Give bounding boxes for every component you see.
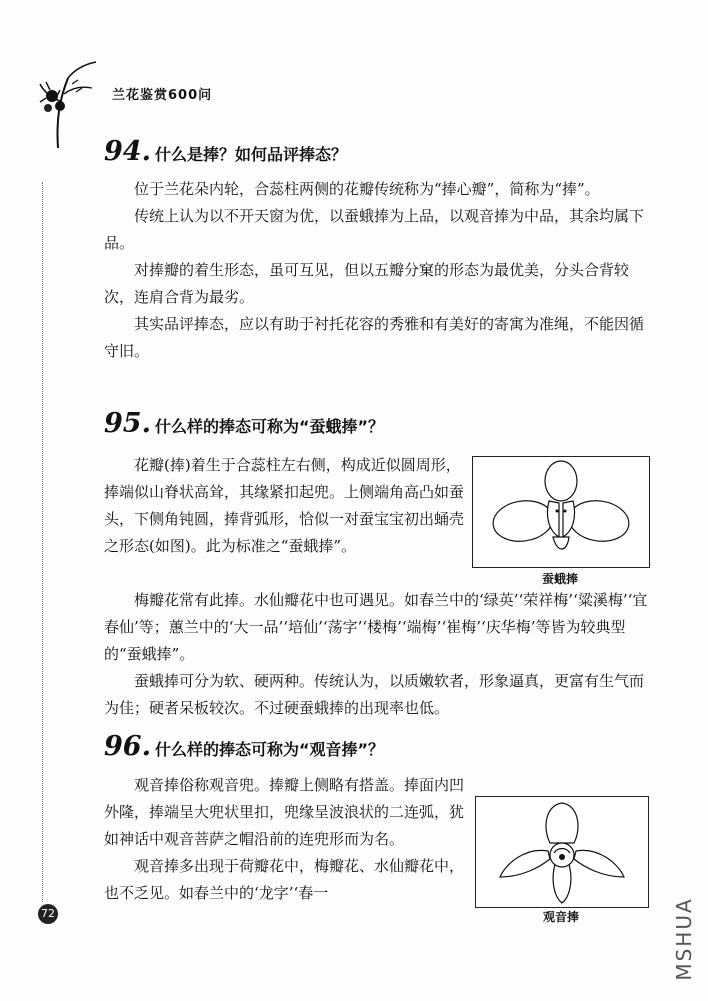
- section-heading-96: [104, 731, 384, 762]
- page-number: 72: [38, 904, 58, 924]
- paragraph: 花瓣(捧)着生于合蕊柱左右侧，构成近似圆周形，捧端似山脊状高耸，其缘紧扣起兜。上侧端角高凸如蚕头，下侧角钝圆，捧背弧形，恰似一对蚕宝宝初出蛹壳之形态(如图)。此为标准之“蚕蛾捧”。: [104, 456, 465, 555]
- paragraph: 传统上认为以不开天窗为优，以蚕蛾捧为上品，以观音捧为中品，其余均属下品。: [104, 207, 645, 252]
- margin-dotted-rule: [42, 182, 43, 902]
- section-body-96: [104, 772, 466, 907]
- section-title: 什么样的捧态可称为“观音捧”？: [154, 740, 385, 759]
- figure-cane-moth-petal: [472, 456, 650, 568]
- cane-moth-petal-illustration: [473, 457, 649, 567]
- guanyin-petal-illustration: [476, 797, 648, 907]
- paragraph: 蚕蛾捧可分为软、硬两种。传统认为，以质嫩软者，形象逼真，更富有生气而为佳；硬者呆板较次。不过硬蚕蛾捧的出现率也低。: [104, 672, 645, 717]
- section-title: 什么样的捧态可称为“蚕蛾捧”？: [154, 417, 385, 436]
- paragraph: 梅瓣花常有此捧。水仙瓣花中也可遇见。如春兰中的‘绿英’‘荣祥梅’‘粱溪梅’‘宜春仙’等；蕙兰中的‘大一品’‘培仙’‘荡字’‘楼梅’‘端梅’‘崔梅’‘庆华梅’等皆为较典型的“蚕蛾捧”。: [104, 591, 648, 663]
- section-heading-95: [104, 408, 384, 439]
- section-number: 95.: [104, 408, 151, 439]
- section-body-95: [104, 587, 648, 722]
- figure-caption: 蚕蛾捧: [541, 572, 578, 586]
- figure-guanyin-petal: [475, 796, 649, 908]
- running-header-title: 兰花鉴赏600问: [112, 88, 213, 103]
- paragraph: 其实品评捧态，应以有助于衬托花容的秀雅和有美好的寄寓为准绳，不能因循守旧。: [104, 315, 645, 360]
- watermark-text: MSHUA: [672, 897, 696, 981]
- section-number: 96.: [104, 731, 151, 762]
- section-body-95-wrap: [104, 452, 466, 560]
- section-number: 94.: [104, 136, 151, 167]
- paragraph: 观音捧多出现于荷瓣花中，梅瓣花、水仙瓣花中，也不乏见。如春兰中的‘龙字’‘春一: [104, 857, 465, 902]
- orchid-logo-icon: [38, 58, 100, 150]
- paragraph: 位于兰花朵内轮，合蕊柱两侧的花瓣传统称为“捧心瓣”，简称为“捧”。: [134, 180, 600, 198]
- paragraph: 对捧瓣的着生形态，虽可互见，但以五瓣分窠的形态为最优美，分头合背较次，连肩合背为最劣。: [104, 261, 630, 306]
- watermark: [668, 884, 700, 994]
- section-title: 什么是捧？如何品评捧态？: [154, 145, 347, 164]
- figure-caption: 观音捧: [542, 910, 579, 924]
- section-heading-94: [104, 136, 347, 167]
- section-body-94: [104, 176, 648, 365]
- paragraph: 观音捧俗称观音兜。捧瓣上侧略有搭盖。捧面内凹外隆，捧端呈大兜状里扣，兜缘呈波浪状的二连弧，犹如神话中观音菩萨之帽沿前的连兜形而为名。: [104, 776, 465, 848]
